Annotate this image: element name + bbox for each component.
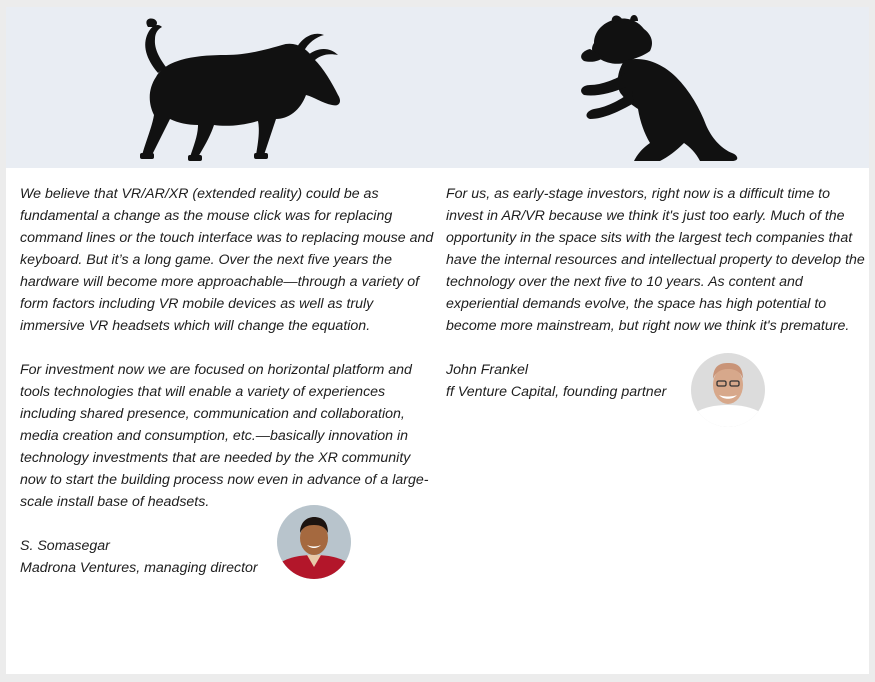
left-quote-author: S. Somasegar — [20, 538, 110, 554]
left-quote-author-title: Madrona Ventures, managing director — [20, 560, 258, 576]
somasegar-avatar — [277, 505, 351, 579]
banner — [6, 7, 869, 168]
left-quote-paragraph-2: For investment now we are focused on horizontal platform and tools technologies that will enable a variety of experiences including shared presence, communication and collaboration, media creation and consumption, etc.—basically innovation in technology investments that are needed by the XR community now to start the building process now even in advance of a large-scale install base of headsets. — [20, 362, 429, 510]
bear-silhouette-icon — [572, 13, 742, 163]
quote-card — [6, 7, 869, 674]
right-quote-author: John Frankel — [446, 362, 529, 378]
bull-silhouette-icon — [118, 15, 343, 165]
right-quote-paragraph-1: For us, as early-stage investors, right now is a difficult time to invest in AR/VR because we think it's just too early. Much of the opportunity in the space sits with the largest tech companies that have the internal resources and intellectual property to develop the technology over the next five to 10 years. As content and experiential demands evolve, the space has high potential to become more mainstream, but right now we think it's premature. — [446, 186, 865, 334]
frankel-avatar — [691, 353, 765, 427]
right-quote-author-title: ff Venture Capital, founding partner — [446, 384, 667, 400]
right-quote-column — [446, 183, 866, 403]
left-quote-paragraph-1: We believe that VR/AR/XR (extended reality) could be as fundamental a change as the mouse click was for replacing command lines or the touch interface was to replacing mouse and keyboard. But it’s a long game. Over the next five years the hardware will become more approachable—through a variety of form factors including VR mobile devices as well as truly immersive VR headsets which will change the equation. — [20, 186, 434, 334]
left-quote-column — [20, 183, 438, 579]
